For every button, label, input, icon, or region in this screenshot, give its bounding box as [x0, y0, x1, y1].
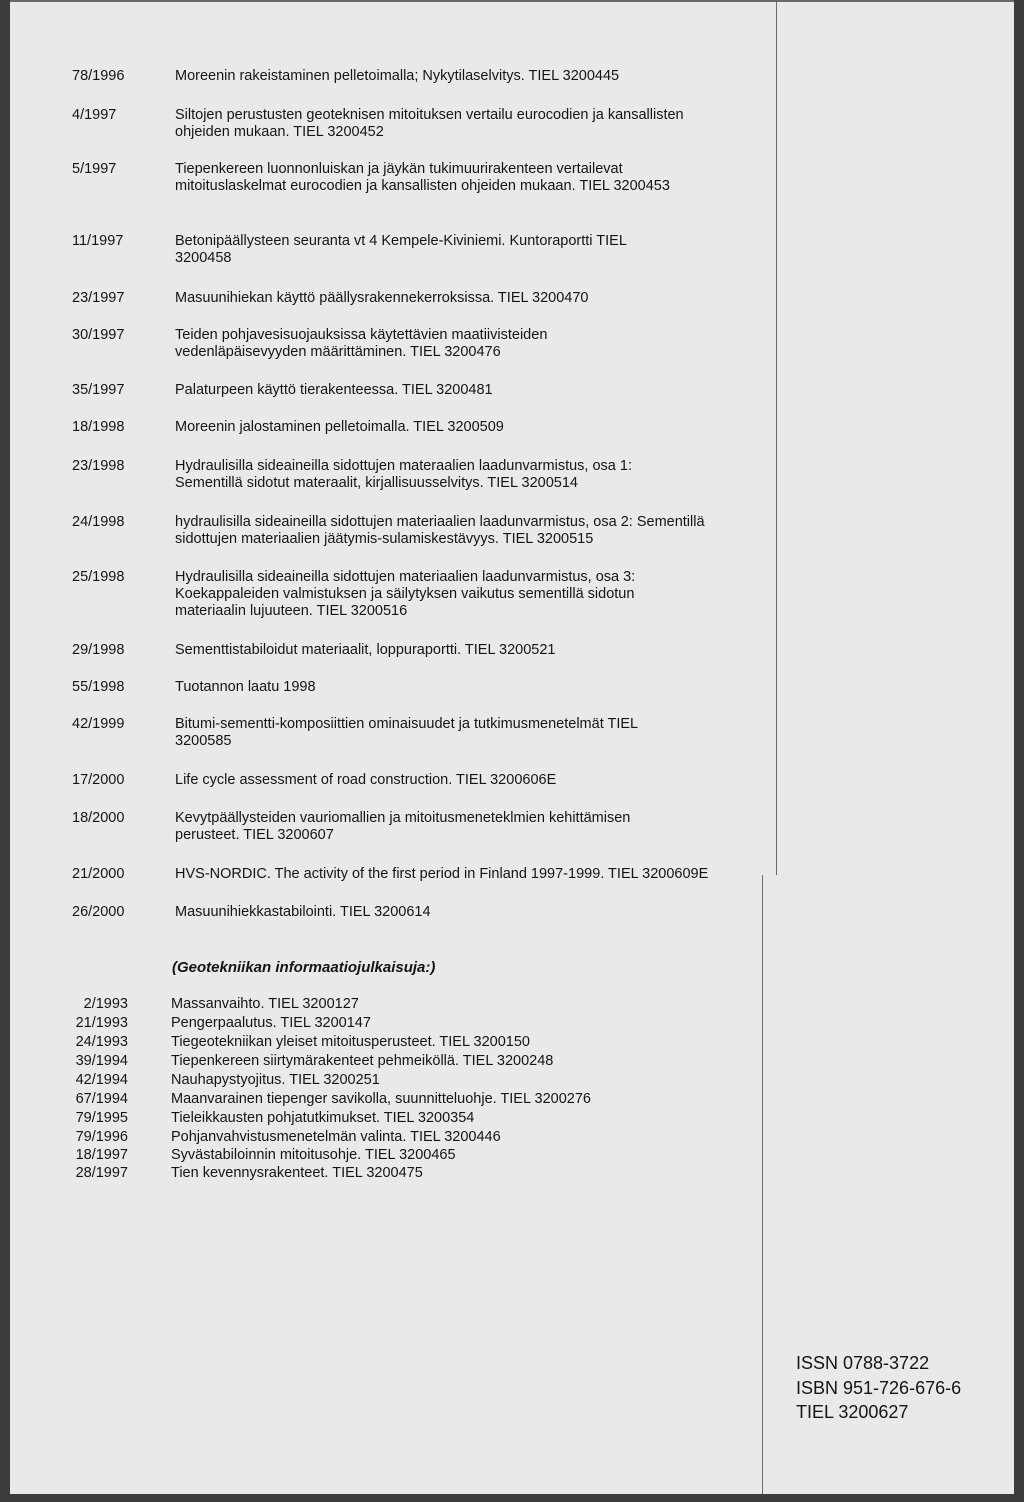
tiel-number: TIEL 3200627 [796, 1402, 909, 1422]
geotech-title: Massanvaihto. TIEL 3200127 [171, 996, 359, 1012]
publication-title: Hydraulisilla sideaineilla sidottujen materaalien laadunvarmistus, osa 1: Sementillä sidotut materaalit, kirjallisuusselvitys. TIEL 3200514 [175, 458, 632, 491]
publication-title: Siltojen perustusten geoteknisen mitoituksen vertailu eurocodien ja kansallisten ohjeiden mukaan. TIEL 3200452 [175, 107, 684, 140]
geotech-number: 21/1993 [75, 1015, 128, 1031]
geotech-number: 79/1996 [75, 1129, 128, 1145]
isbn-number: ISBN 951-726-676-6 [796, 1377, 962, 1398]
publication-title: Sementtistabiloidut materiaalit, loppuraportti. TIEL 3200521 [175, 642, 556, 658]
publication-title: Bitumi-sementti-komposiittien ominaisuudet ja tutkimusmenetelmät TIEL 3200585 [175, 716, 638, 749]
publication-number: 29/1998 [72, 642, 125, 658]
publication-number: 26/2000 [72, 904, 125, 920]
geotech-title: Syvästabiloinnin mitoitusohje. TIEL 3200465 [171, 1147, 456, 1163]
publication-number: 24/1998 [72, 514, 125, 530]
publication-number: 11/1997 [72, 233, 124, 249]
publication-number: 55/1998 [72, 679, 125, 695]
publication-number: 30/1997 [72, 327, 125, 343]
column-divider-upper [776, 0, 777, 875]
publication-title: Hydraulisilla sideaineilla sidottujen materiaalien laadunvarmistus, osa 3: Koekappaleiden valmistuksen ja säilytyksen vaikutus sementillä sidotun materiaalin lujuuteen. TIEL 3200516 [175, 569, 636, 619]
top-edge-line [10, 0, 1014, 2]
geotech-number: 18/1997 [75, 1147, 128, 1163]
publication-number: 23/1997 [72, 290, 125, 306]
publication-title: Tiepenkereen luonnonluiskan ja jäykän tukimuurirakenteen vertailevat mitoituslaskelmat eurocodien ja kansallisten ohjeiden mukaan. TIEL 3200453 [175, 161, 670, 194]
publication-number: 23/1998 [72, 458, 125, 474]
publication-title: Moreenin rakeistaminen pelletoimalla; Nykytilaselvitys. TIEL 3200445 [175, 68, 620, 84]
geotech-number: 2/1993 [83, 996, 128, 1012]
publication-number: 18/2000 [72, 810, 125, 826]
geotech-number: 67/1994 [75, 1091, 128, 1107]
geotech-number: 24/1993 [75, 1034, 128, 1050]
issn-number: ISSN 0788-3722 [796, 1353, 930, 1373]
geotech-title: Tieleikkausten pohjatutkimukset. TIEL 3200354 [171, 1110, 475, 1126]
publication-title: Moreenin jalostaminen pelletoimalla. TIEL 3200509 [175, 419, 504, 435]
publication-title: Palaturpeen käyttö tierakenteessa. TIEL 3200481 [175, 382, 493, 398]
geotech-section-heading: (Geotekniikan informaatiojulkaisuja:) [172, 959, 436, 976]
geotech-title: Tien kevennysrakenteet. TIEL 3200475 [171, 1165, 423, 1181]
geotech-title: Pohjanvahvistusmenetelmän valinta. TIEL 3200446 [171, 1129, 501, 1145]
publication-title: Masuunihiekkastabilointi. TIEL 3200614 [175, 904, 431, 920]
geotech-number: 28/1997 [75, 1165, 128, 1181]
publication-title: hydraulisilla sideaineilla sidottujen materiaalien laadunvarmistus, osa 2: Sementillä sidottujen materiaalien jäätymis-sulamiskestävyys. TIEL 3200515 [175, 514, 705, 547]
publication-number: 18/1998 [72, 419, 125, 435]
document-page [10, 0, 1014, 1494]
publication-number: 17/2000 [72, 772, 125, 788]
publication-title: HVS-NORDIC. The activity of the first period in Finland 1997-1999. TIEL 3200609E [175, 866, 709, 882]
publication-number: 42/1999 [72, 716, 125, 732]
geotech-title: Tiegeotekniikan yleiset mitoitusperusteet. TIEL 3200150 [171, 1034, 530, 1050]
geotech-number: 39/1994 [75, 1053, 128, 1069]
publication-number: 5/1997 [72, 161, 117, 177]
publication-number: 78/1996 [72, 68, 125, 84]
publication-number: 21/2000 [72, 866, 125, 882]
geotech-number: 79/1995 [75, 1110, 128, 1126]
geotech-title: Pengerpaalutus. TIEL 3200147 [171, 1015, 371, 1031]
publication-title: Tuotannon laatu 1998 [175, 679, 316, 695]
publication-title: Masuunihiekan käyttö päällysrakennekerroksissa. TIEL 3200470 [175, 290, 589, 306]
publication-number: 4/1997 [72, 107, 117, 123]
geotech-title: Maanvarainen tiepenger savikolla, suunnitteluohje. TIEL 3200276 [171, 1091, 591, 1107]
publication-title: Kevytpäällysteiden vauriomallien ja mitoitusmeneteklmien kehittämisen perusteet. TIEL 3200607 [175, 810, 631, 843]
publication-number: 25/1998 [72, 569, 125, 585]
geotech-title: Nauhapystyojitus. TIEL 3200251 [171, 1072, 380, 1088]
geotech-title: Tiepenkereen siirtymärakenteet pehmeiköllä. TIEL 3200248 [171, 1053, 554, 1069]
geotech-number: 42/1994 [75, 1072, 128, 1088]
publication-title: Life cycle assessment of road construction. TIEL 3200606E [175, 772, 557, 788]
publication-title: Betonipäällysteen seuranta vt 4 Kempele-Kiviniemi. Kuntoraportti TIEL 3200458 [175, 233, 627, 266]
column-divider-lower [762, 875, 763, 1494]
publication-number: 35/1997 [72, 382, 125, 398]
publication-identifiers [796, 1351, 961, 1425]
publication-title: Teiden pohjavesisuojauksissa käytettävien maatiivisteiden vedenläpäisevyyden määrittäminen. TIEL 3200476 [175, 327, 548, 360]
